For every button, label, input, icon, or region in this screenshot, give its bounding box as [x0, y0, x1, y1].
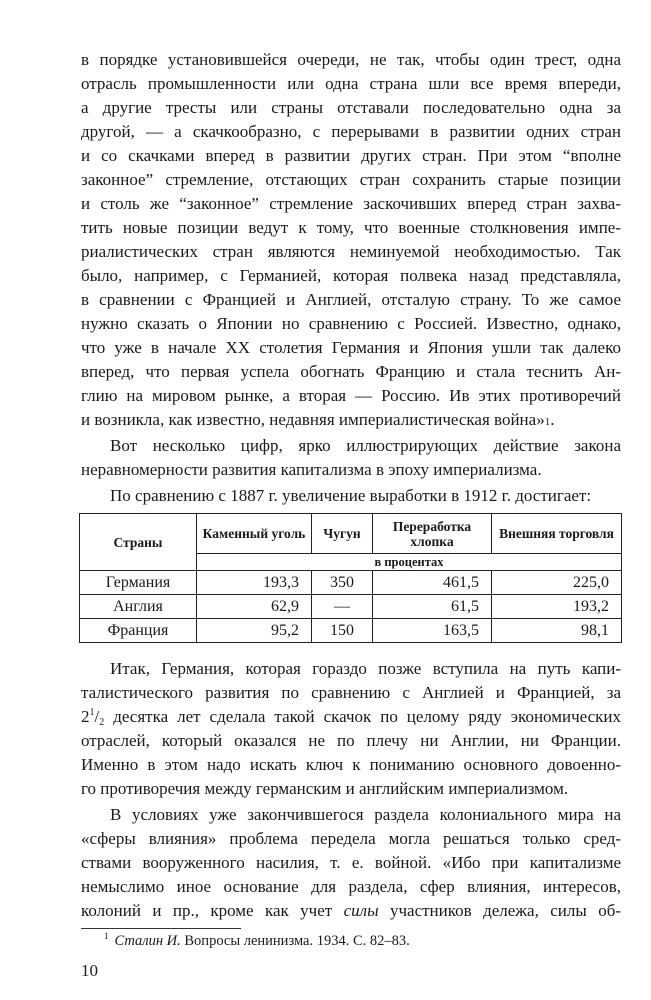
text-line: немыслимо иное основание для раздела, сфер влияния, интересов,: [81, 877, 621, 896]
footnote-divider: [81, 928, 241, 929]
header-trade: Внешняя торговля: [492, 514, 622, 554]
table-row: [80, 571, 622, 595]
header-countries: Страны: [80, 514, 197, 571]
footnote-mark: 1: [104, 931, 109, 941]
text-span: участников дележа, силы об-: [378, 901, 621, 920]
cell-cotton: 61,5: [373, 595, 492, 619]
text-line: законное” стремление, отстающих стран сохранить старые позиции: [81, 170, 621, 189]
cell-trade: 225,0: [492, 571, 622, 595]
text-line: отраслей, который оказался не по плечу ни Англии, ни Франции.: [81, 731, 621, 750]
footnote-author: Сталин И.: [114, 933, 181, 949]
fraction-numerator: 1: [89, 707, 95, 718]
text-line: [81, 899, 621, 923]
paragraph-3: По сравнению с 1887 г. увеличение выработки в 1912 г. достигает:: [110, 486, 592, 505]
text-line: было, например, с Германией, которая полвека назад представляла,: [81, 266, 621, 285]
text-line: другой, — а скачкообразно, с перерывами в развитии одних стран: [81, 122, 621, 141]
text-line: ствами вооруженного насилия, т. е. войной. «Ибо при капитализме: [81, 853, 621, 872]
text-line: В условиях уже закончившегося раздела колониального мира на: [110, 805, 621, 824]
cell-iron: 350: [312, 571, 373, 595]
fraction-whole: 2: [81, 707, 90, 726]
text-line: и со скачками вперед в развитии других стран. При этом “вполне: [81, 146, 621, 165]
text-line: глию на мировом рынке, а вторая — Россию. Ив этих противоречий: [81, 386, 621, 405]
text-line: а другие тресты или страны отставали последовательно одна за: [81, 98, 621, 117]
table-header-row: [80, 514, 622, 554]
table-row: [80, 595, 622, 619]
footnote: [104, 931, 410, 952]
text-line: талистического развития по сравнению с Англией и Францией, за: [81, 683, 621, 702]
cell-cotton: 461,5: [373, 571, 492, 595]
text-line: нужно сказать о Японии но сравнению с Россией. Известно, однако,: [81, 314, 621, 333]
text-line: отрасль промышленности или одна страна шли все время впереди,: [81, 74, 621, 93]
header-iron: Чугун: [312, 514, 373, 554]
text-line: и возникла, как известно, недавняя империалистическая война»1.: [81, 410, 555, 429]
text-line: Именно в этом надо искать ключ к пониманию основного довоенно-: [81, 755, 621, 774]
page-number: 10: [81, 961, 98, 980]
text-line: Итак, Германия, которая гораздо позже вступила на путь капи-: [110, 659, 621, 678]
text-line: и столь же “законное” стремление заскочивших вперед стран захва-: [81, 194, 621, 213]
production-growth-table: [79, 513, 622, 643]
footnote-text: Вопросы ленинизма. 1934. С. 82–83.: [180, 933, 410, 949]
text-span: и возникла, как известно, недавняя империалистическая война»: [81, 410, 545, 429]
text-line: в сравнении с Францией и Англией, отсталую страну. То же самое: [81, 290, 621, 309]
cell-trade: 98,1: [492, 619, 622, 643]
text-span: десятка лет сделала такой скачок по целому ряду экономических: [104, 707, 621, 726]
cell-coal: 193,3: [197, 571, 312, 595]
header-cotton: Переработка хлопка: [373, 514, 492, 554]
footnote-reference: 1: [544, 416, 551, 428]
text-line: тить новые позиции ведут к тому, что военные столкновения импе-: [81, 218, 621, 237]
header-coal: Каменный уголь: [197, 514, 312, 554]
text-line: го противоречия между германским и английским империализмом.: [81, 779, 569, 798]
text-line: «сферы влияния» проблема передела могла решаться только сред-: [81, 829, 621, 848]
italic-emphasis: силы: [343, 901, 379, 920]
cell-coal: 62,9: [197, 595, 312, 619]
text-line: $2^1/2$ десятка лет сделала такой скачок по целому ряду экономических: [81, 707, 621, 728]
header-unit: в процентах: [197, 554, 622, 571]
fraction-denominator: 2: [99, 717, 105, 728]
text-line: Вот несколько цифр, ярко иллюстрирующих действие закона: [110, 436, 621, 455]
cell-coal: 95,2: [197, 619, 312, 643]
text-line: неравномерности развития капитализма в эпоху империализма.: [81, 460, 542, 479]
text-span: колоний и пр., кроме как учет: [81, 901, 344, 920]
cell-country: Англия: [80, 595, 197, 619]
table-row: [80, 619, 622, 643]
cell-trade: 193,2: [492, 595, 622, 619]
cell-country: Германия: [80, 571, 197, 595]
cell-cotton: 163,5: [373, 619, 492, 643]
cell-iron: —: [312, 595, 373, 619]
cell-iron: 150: [312, 619, 373, 643]
text-line: вперед, что первая успела обогнать Францию и стала теснить Ан-: [81, 362, 621, 381]
text-line: что уже в начале XX столетия Германия и Япония ушли так далеко: [81, 338, 621, 357]
text-line: риалистических стран являются неминуемой необходимостью. Так: [81, 242, 621, 261]
cell-country: Франция: [80, 619, 197, 643]
text-line: в порядке установившейся очереди, не так, чтобы один трест, одна: [81, 50, 621, 69]
